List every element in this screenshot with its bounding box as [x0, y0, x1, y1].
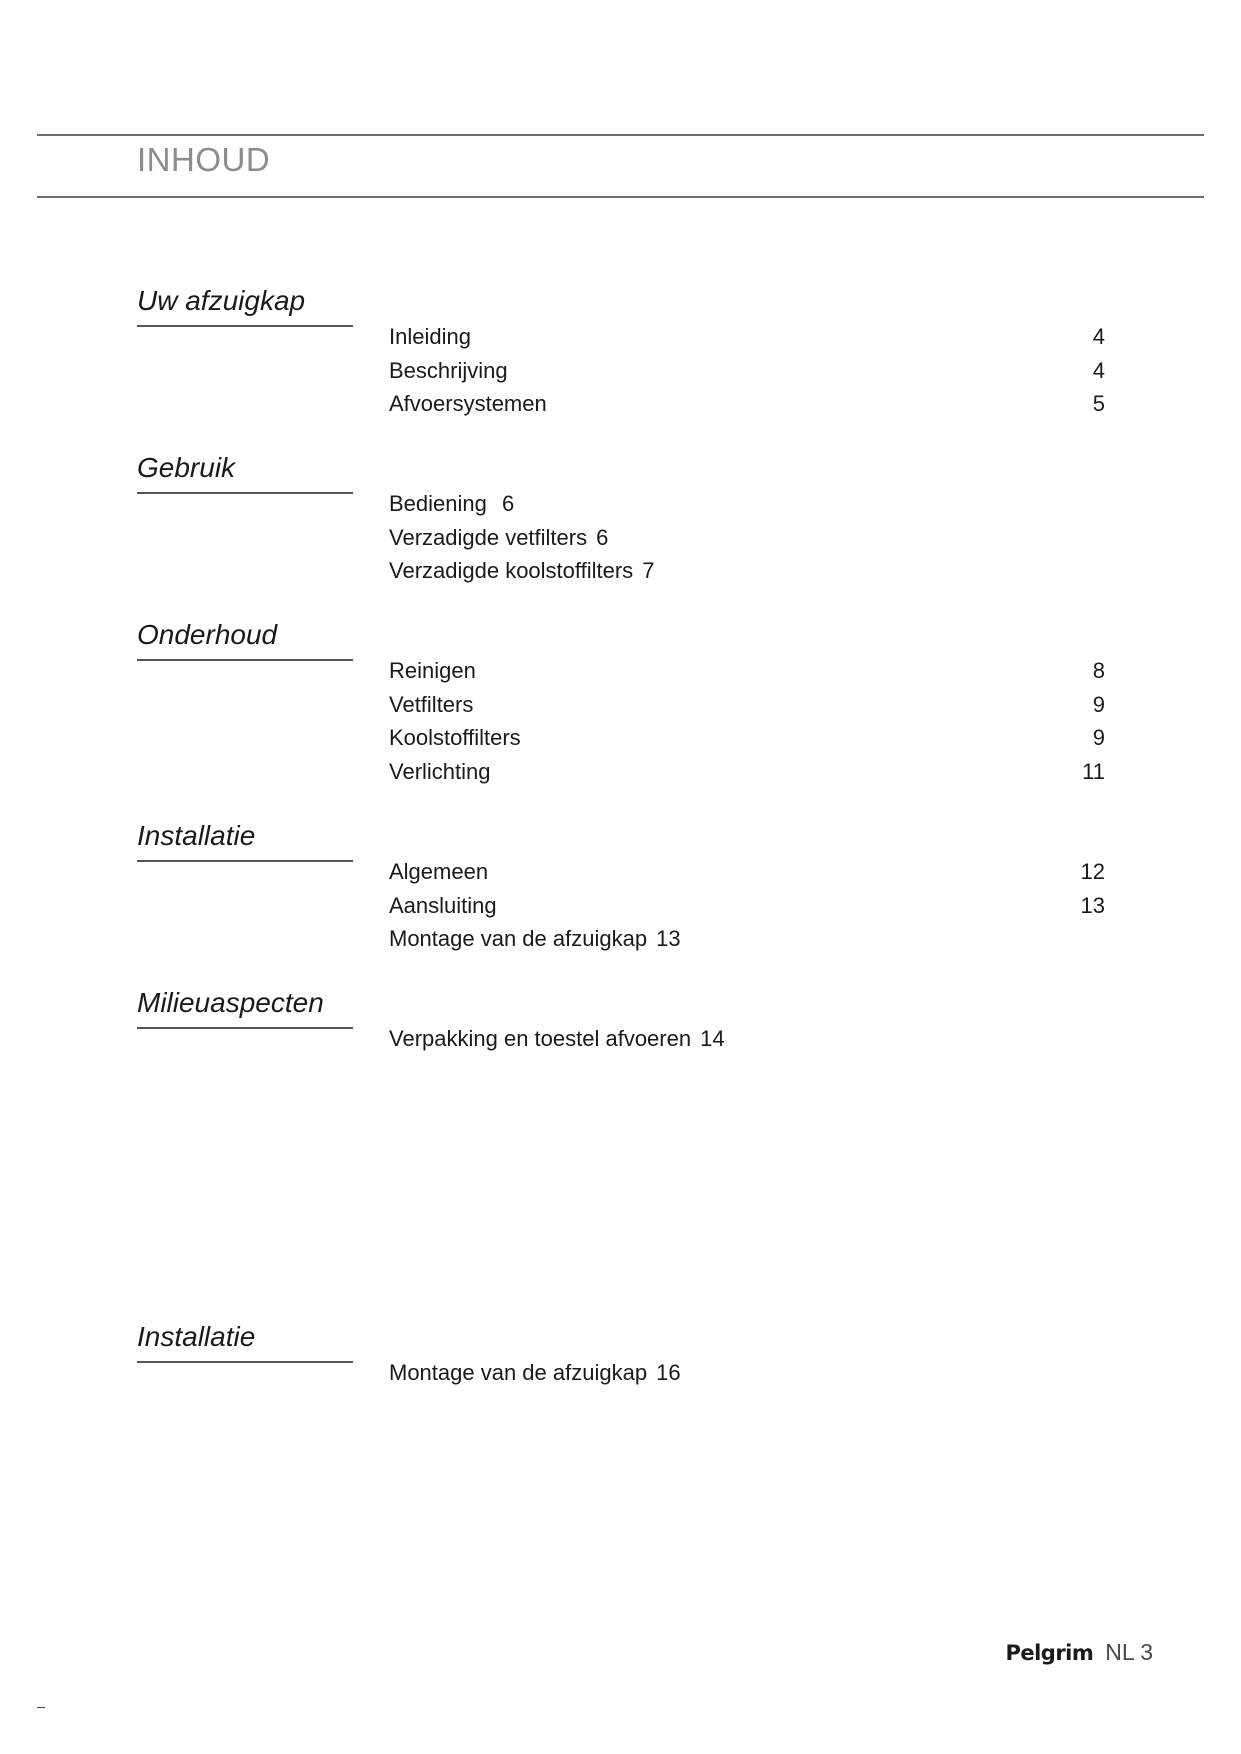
section-heading: Gebruik: [137, 454, 353, 494]
toc-entry-page: 8: [1092, 658, 1105, 683]
toc-entry-label: Aansluiting: [389, 892, 497, 918]
page-number: NL 3: [1105, 1639, 1153, 1665]
toc-entry-page: 4: [1092, 324, 1105, 349]
toc-entry-list: [389, 860, 1105, 961]
toc-entry-label: Bediening: [389, 491, 493, 516]
toc-entry: [389, 392, 1105, 426]
toc-entry-list: [389, 325, 1105, 426]
toc-entry: [389, 1027, 1105, 1061]
toc-entry-list: [389, 492, 1105, 593]
toc-entry: [389, 726, 1105, 760]
toc-entry: [389, 693, 1105, 727]
toc-entry-page: 6: [501, 491, 515, 516]
toc-entry-page: 7: [642, 558, 655, 583]
toc-entry: [389, 659, 1105, 693]
toc-entry-label: Verlichting: [389, 758, 491, 784]
toc-entry: [389, 559, 1105, 593]
page-footer: [1005, 1639, 1153, 1666]
toc-entry-label: Montage van de afzuigkap: [389, 1360, 648, 1385]
toc-entry-page: 4: [1092, 357, 1105, 383]
header-top-rule: [37, 134, 1204, 136]
toc-entry-page: 13: [656, 926, 681, 951]
toc-entry: [389, 359, 1105, 393]
toc-entry-label: Verzadigde vetfilters: [389, 524, 588, 550]
toc-entry-label: Verpakking en toestel afvoeren: [389, 1026, 692, 1051]
toc-entry-page: 6: [596, 524, 609, 550]
toc-entry-label: Verzadigde koolstoffilters: [389, 558, 634, 583]
toc-entry-label: Koolstoffilters: [389, 725, 521, 750]
toc-entry-page: 11: [1082, 758, 1105, 784]
toc-entry: [389, 927, 1105, 961]
toc-entry-list: [389, 1361, 1105, 1395]
toc-entry-list: [389, 659, 1105, 793]
toc-entry-page: 16: [656, 1360, 681, 1385]
toc-entry-page: 9: [1092, 691, 1105, 717]
toc-entry: [389, 325, 1105, 359]
toc-entry-label: Vetfilters: [389, 691, 474, 717]
toc-entry-page: 9: [1092, 725, 1105, 750]
toc-entry: [389, 894, 1105, 928]
section-heading: Onderhoud: [137, 621, 353, 661]
toc-entry-list: [389, 1027, 1105, 1061]
page-title: INHOUD: [137, 141, 271, 178]
toc-entry: [389, 526, 1105, 560]
toc-entry-page: 14: [700, 1026, 725, 1051]
toc-entry: [389, 1361, 1105, 1395]
toc-entry-label: Algemeen: [389, 859, 489, 884]
toc-entry: [389, 492, 1105, 526]
toc-entry-label: Montage van de afzuigkap: [389, 926, 648, 951]
toc-entry-label: Afvoersystemen: [389, 391, 547, 416]
toc-entry-label: Beschrijving: [389, 357, 508, 383]
section-heading: Uw afzuigkap: [137, 287, 353, 327]
toc-entry-label: Inleiding: [389, 324, 471, 349]
corner-mark: [37, 1707, 45, 1708]
section-heading: Milieuaspecten: [137, 989, 353, 1029]
header-bottom-rule: [37, 196, 1204, 198]
toc-entry-label: Reinigen: [389, 658, 476, 683]
brand-logo: Pelgrim: [1005, 1641, 1094, 1665]
section-heading: Installatie: [137, 822, 353, 862]
toc-entry-page: 13: [1080, 892, 1105, 918]
toc-entry: [389, 760, 1105, 794]
toc-entry-page: 12: [1080, 859, 1105, 884]
toc-entry: [389, 860, 1105, 894]
toc-entry-page: 5: [1092, 391, 1105, 416]
section-heading: Installatie: [137, 1323, 353, 1363]
